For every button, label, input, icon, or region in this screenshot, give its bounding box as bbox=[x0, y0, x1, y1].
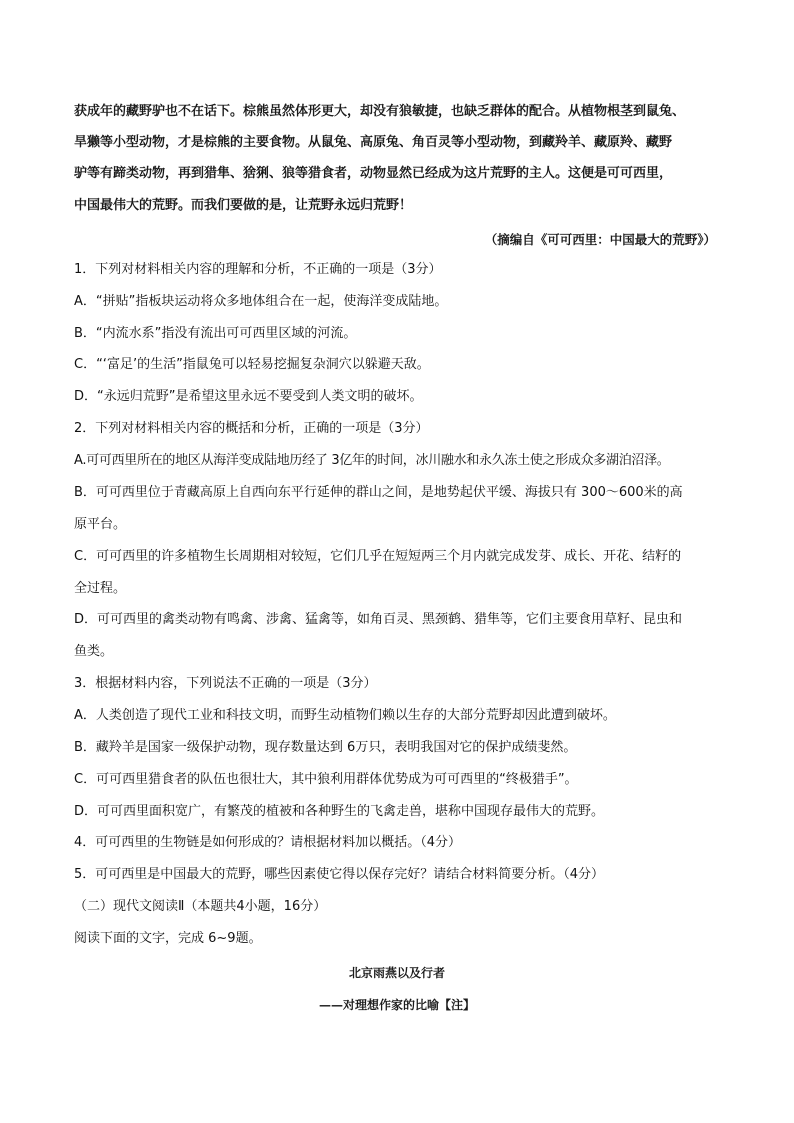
question-2-option-b: B．可可西里位于青藏高原上自西向东平行延伸的群山之间，是地势起伏平缓、海拔只有 300～600米的高 bbox=[74, 485, 683, 500]
question-3-option-a: A．人类创造了现代工业和科技文明，而野生动植物们赖以生存的大部分荒野却因此遭到破坏。 bbox=[74, 708, 616, 723]
question-2-option-d-cont: 鱼类。 bbox=[74, 644, 114, 659]
passage-line-3: 驴等有蹄类动物，再到猎隼、猞猁、狼等猎食者，动物显然已经成为这片荒野的主人。这便是可可西里， bbox=[74, 166, 673, 181]
question-2-stem: 2．下列对材料相关内容的概括和分析，正确的一项是（3分） bbox=[74, 421, 429, 436]
question-1-option-b: B．“内流水系”指没有流出可可西里区域的河流。 bbox=[74, 326, 357, 341]
question-2-option-a: A.可可西里所在的地区从海洋变成陆地历经了 3亿年的时间，冰川融水和永久冻土使之形成众多湖泊沼泽。 bbox=[74, 453, 670, 468]
question-3-option-c: C．可可西里猎食者的队伍也很壮大，其中狼利用群体优势成为可可西里的“终极猎手”。 bbox=[74, 772, 578, 787]
question-3-stem: 3．根据材料内容，下列说法不正确的一项是（3分） bbox=[74, 676, 377, 691]
question-2-option-c-cont: 全过程。 bbox=[74, 581, 127, 596]
passage-line-4: 中国最伟大的荒野。而我们要做的是，让荒野永远归荒野！ bbox=[74, 198, 413, 213]
question-4: 4．可可西里的生物链是如何形成的？请根据材料加以概括。（4分） bbox=[74, 835, 462, 850]
section-2-instruction: 阅读下面的文字，完成 6~9题。 bbox=[74, 931, 262, 946]
question-3-option-d: D．可可西里面积宽广，有繁茂的植被和各种野生的飞禽走兽，堪称中国现存最伟大的荒野。 bbox=[74, 804, 605, 819]
question-2-option-b-cont: 原平台。 bbox=[74, 517, 127, 532]
section-2-heading: （二）现代文阅读Ⅱ（本题共4小题，16分） bbox=[74, 899, 327, 914]
question-1-stem: 1．下列对材料相关内容的理解和分析，不正确的一项是（3分） bbox=[74, 262, 442, 277]
question-1-option-a: A．“拼贴”指板块运动将众多地体组合在一起，使海洋变成陆地。 bbox=[74, 294, 448, 309]
question-2-option-c: C．可可西里的许多植物生长周期相对较短，它们几乎在短短两三个月内就完成发芽、成长、开花、结籽的 bbox=[74, 549, 682, 564]
passage-line-2: 旱獭等小型动物，才是棕熊的主要食物。从鼠兔、高原兔、角百灵等小型动物，到藏羚羊、藏原羚、藏野 bbox=[74, 135, 673, 150]
passage-source: （摘编自《可可西里：中国最大的荒野》） bbox=[484, 232, 716, 247]
passage-line-1: 获成年的藏野驴也不在话下。棕熊虽然体形更大，却没有狼敏捷，也缺乏群体的配合。从植物根茎到鼠兔、 bbox=[74, 104, 686, 119]
question-1-option-d: D．“永远归荒野”是希望这里永远不要受到人类文明的破坏。 bbox=[74, 389, 423, 404]
question-3-option-b: B．藏羚羊是国家一级保护动物，现存数量达到 6万只，表明我国对它的保护成绩斐然。 bbox=[74, 740, 577, 755]
question-2-option-d: D．可可西里的禽类动物有鸣禽、涉禽、猛禽等，如角百灵、黑颈鹤、猎隼等，它们主要食用草籽、昆虫和 bbox=[74, 612, 683, 627]
article-subtitle: ——对理想作家的比喻【注】 bbox=[318, 998, 475, 1012]
question-1-option-c: C．“‘富足’的生活”指鼠兔可以轻易挖掘复杂洞穴以躲避天敌。 bbox=[74, 357, 430, 372]
article-title: 北京雨燕以及行者 bbox=[348, 966, 445, 980]
question-5: 5．可可西里是中国最大的荒野，哪些因素使它得以保存完好？请结合材料简要分析。（4分） bbox=[74, 867, 605, 882]
